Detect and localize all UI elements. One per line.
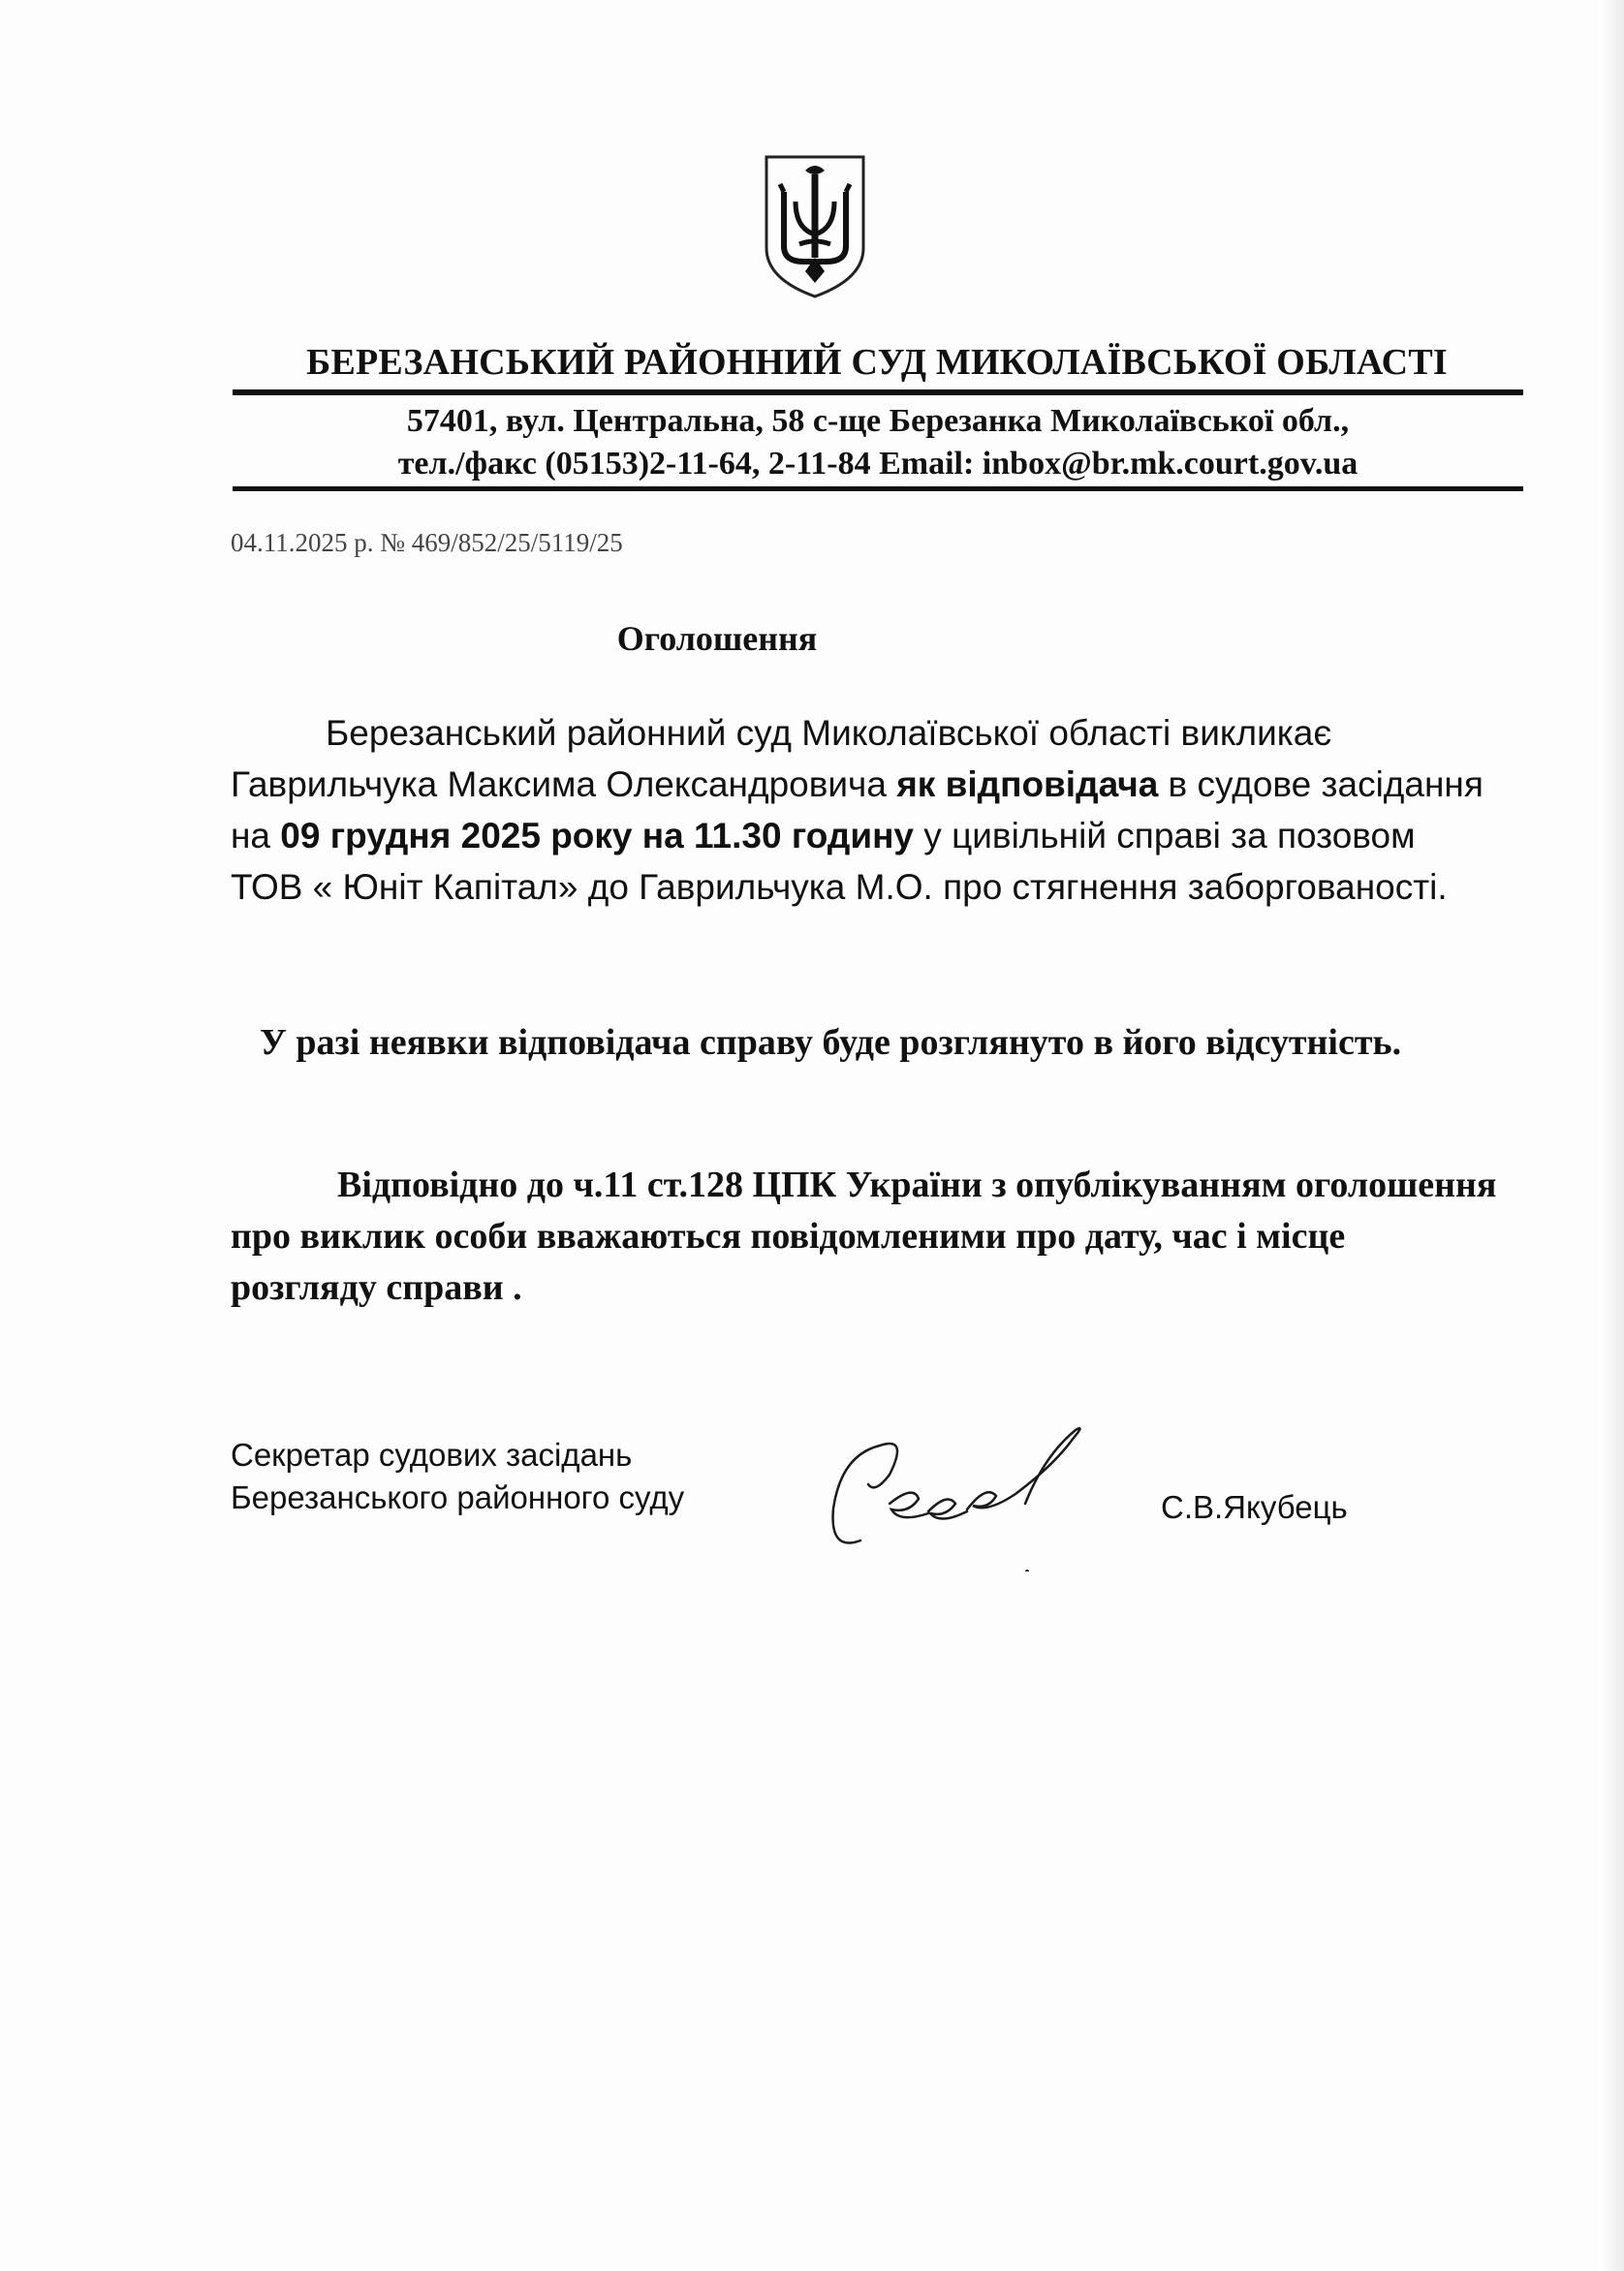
address-line-1: 57401, вул. Центральна, 58 с-ще Березанка Миколаївської обл., bbox=[406, 403, 1350, 439]
document-reference: 04.11.2025 р. № 469/852/25/5119/25 bbox=[231, 528, 623, 557]
signatory-name: С.В.Якубець bbox=[1161, 1489, 1348, 1525]
body-bold-role: як відповідача bbox=[896, 764, 1159, 804]
handwritten-signature bbox=[822, 1416, 1103, 1571]
header-rule-top bbox=[233, 389, 1523, 395]
absence-warning bbox=[231, 1017, 1490, 1069]
absence-warning-text: У разі неявки відповідача справу буде розглянуто в його відсутність. bbox=[260, 1022, 1402, 1063]
body-text-2: в судове засідання на bbox=[231, 764, 1483, 856]
court-name: БЕРЕЗАНСЬКИЙ РАЙОННИЙ СУД МИКОЛАЇВСЬКОЇ ОБЛАСТІ bbox=[306, 342, 1448, 383]
header-rule-bottom bbox=[233, 486, 1523, 491]
signatory-position-line-2: Березанського районного суду bbox=[231, 1479, 685, 1515]
court-address bbox=[233, 400, 1523, 485]
signatory-position-line-1: Секретар судових засідань bbox=[231, 1437, 633, 1473]
legal-notice bbox=[231, 1160, 1500, 1314]
signatory-position bbox=[231, 1434, 684, 1519]
body-text-3: у цивільній справі за позовом ТОВ « Юніт Капітал» до Гаврильчука М.О. про стягнення заборгованості. bbox=[231, 816, 1448, 907]
document-title: Оголошення bbox=[616, 619, 818, 658]
page-edge-shadow bbox=[1599, 0, 1624, 2271]
hearing-datetime: 09 грудня 2025 року на 11.30 годину bbox=[280, 816, 915, 856]
coat-of-arms-icon bbox=[761, 153, 869, 300]
body-text-1: Березанський районний суд Миколаївської області викликає Гаврильчука Максима Олександровича bbox=[231, 713, 1332, 804]
address-line-2: тел./факс (05153)2-11-64, 2-11-84 Email: inbox@br.mk.court.gov.ua bbox=[397, 446, 1359, 482]
legal-notice-text: Відповідно до ч.11 ст.128 ЦПК України з опублікуванням оголошення про виклик особи вважаються повідомленими про дату, час і місце розгляду справи . bbox=[231, 1165, 1497, 1308]
announcement-paragraph bbox=[231, 707, 1490, 913]
